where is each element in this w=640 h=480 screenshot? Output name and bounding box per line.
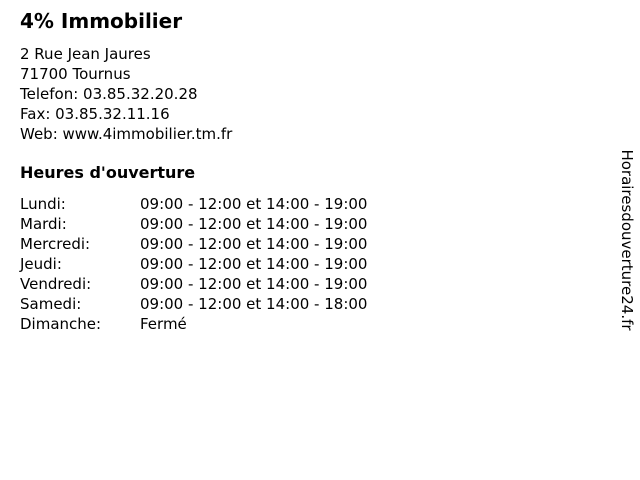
hours-row-thursday — [20, 254, 367, 274]
hours-row-tuesday — [20, 214, 367, 234]
hours-row-saturday — [20, 294, 367, 314]
business-name-title: 4% Immobilier — [20, 9, 183, 33]
hours-row-sunday — [20, 314, 367, 334]
opening-hours-heading: Heures d'ouverture — [20, 163, 196, 182]
hours-value: 09:00 - 12:00 et 14:00 - 18:00 — [140, 295, 368, 313]
hours-value: 09:00 - 12:00 et 14:00 - 19:00 — [140, 255, 368, 273]
hours-value: 09:00 - 12:00 et 14:00 - 19:00 — [140, 235, 368, 253]
phone-line: Telefon: 03.85.32.20.28 — [20, 85, 198, 103]
day-label: Dimanche: — [20, 315, 102, 333]
day-label: Vendredi: — [20, 275, 92, 293]
hours-row-monday — [20, 194, 367, 214]
day-label: Mardi: — [20, 215, 67, 233]
address-city-line: 71700 Tournus — [20, 65, 131, 83]
day-label: Jeudi: — [20, 255, 62, 273]
hours-value: 09:00 - 12:00 et 14:00 - 19:00 — [140, 275, 368, 293]
contact-block — [20, 44, 232, 144]
fax-line: Fax: 03.85.32.11.16 — [20, 105, 170, 123]
hours-row-friday — [20, 274, 367, 294]
hours-row-wednesday — [20, 234, 367, 254]
opening-hours-table — [20, 194, 367, 334]
day-label: Lundi: — [20, 195, 66, 213]
site-watermark-vertical: Horairesdouverture24.fr — [618, 149, 636, 331]
website-line: Web: www.4immobilier.tm.fr — [20, 125, 233, 143]
hours-value: Fermé — [140, 315, 187, 333]
hours-value: 09:00 - 12:00 et 14:00 - 19:00 — [140, 195, 368, 213]
address-street-line: 2 Rue Jean Jaures — [20, 45, 151, 63]
day-label: Samedi: — [20, 295, 82, 313]
day-label: Mercredi: — [20, 235, 91, 253]
hours-value: 09:00 - 12:00 et 14:00 - 19:00 — [140, 215, 368, 233]
